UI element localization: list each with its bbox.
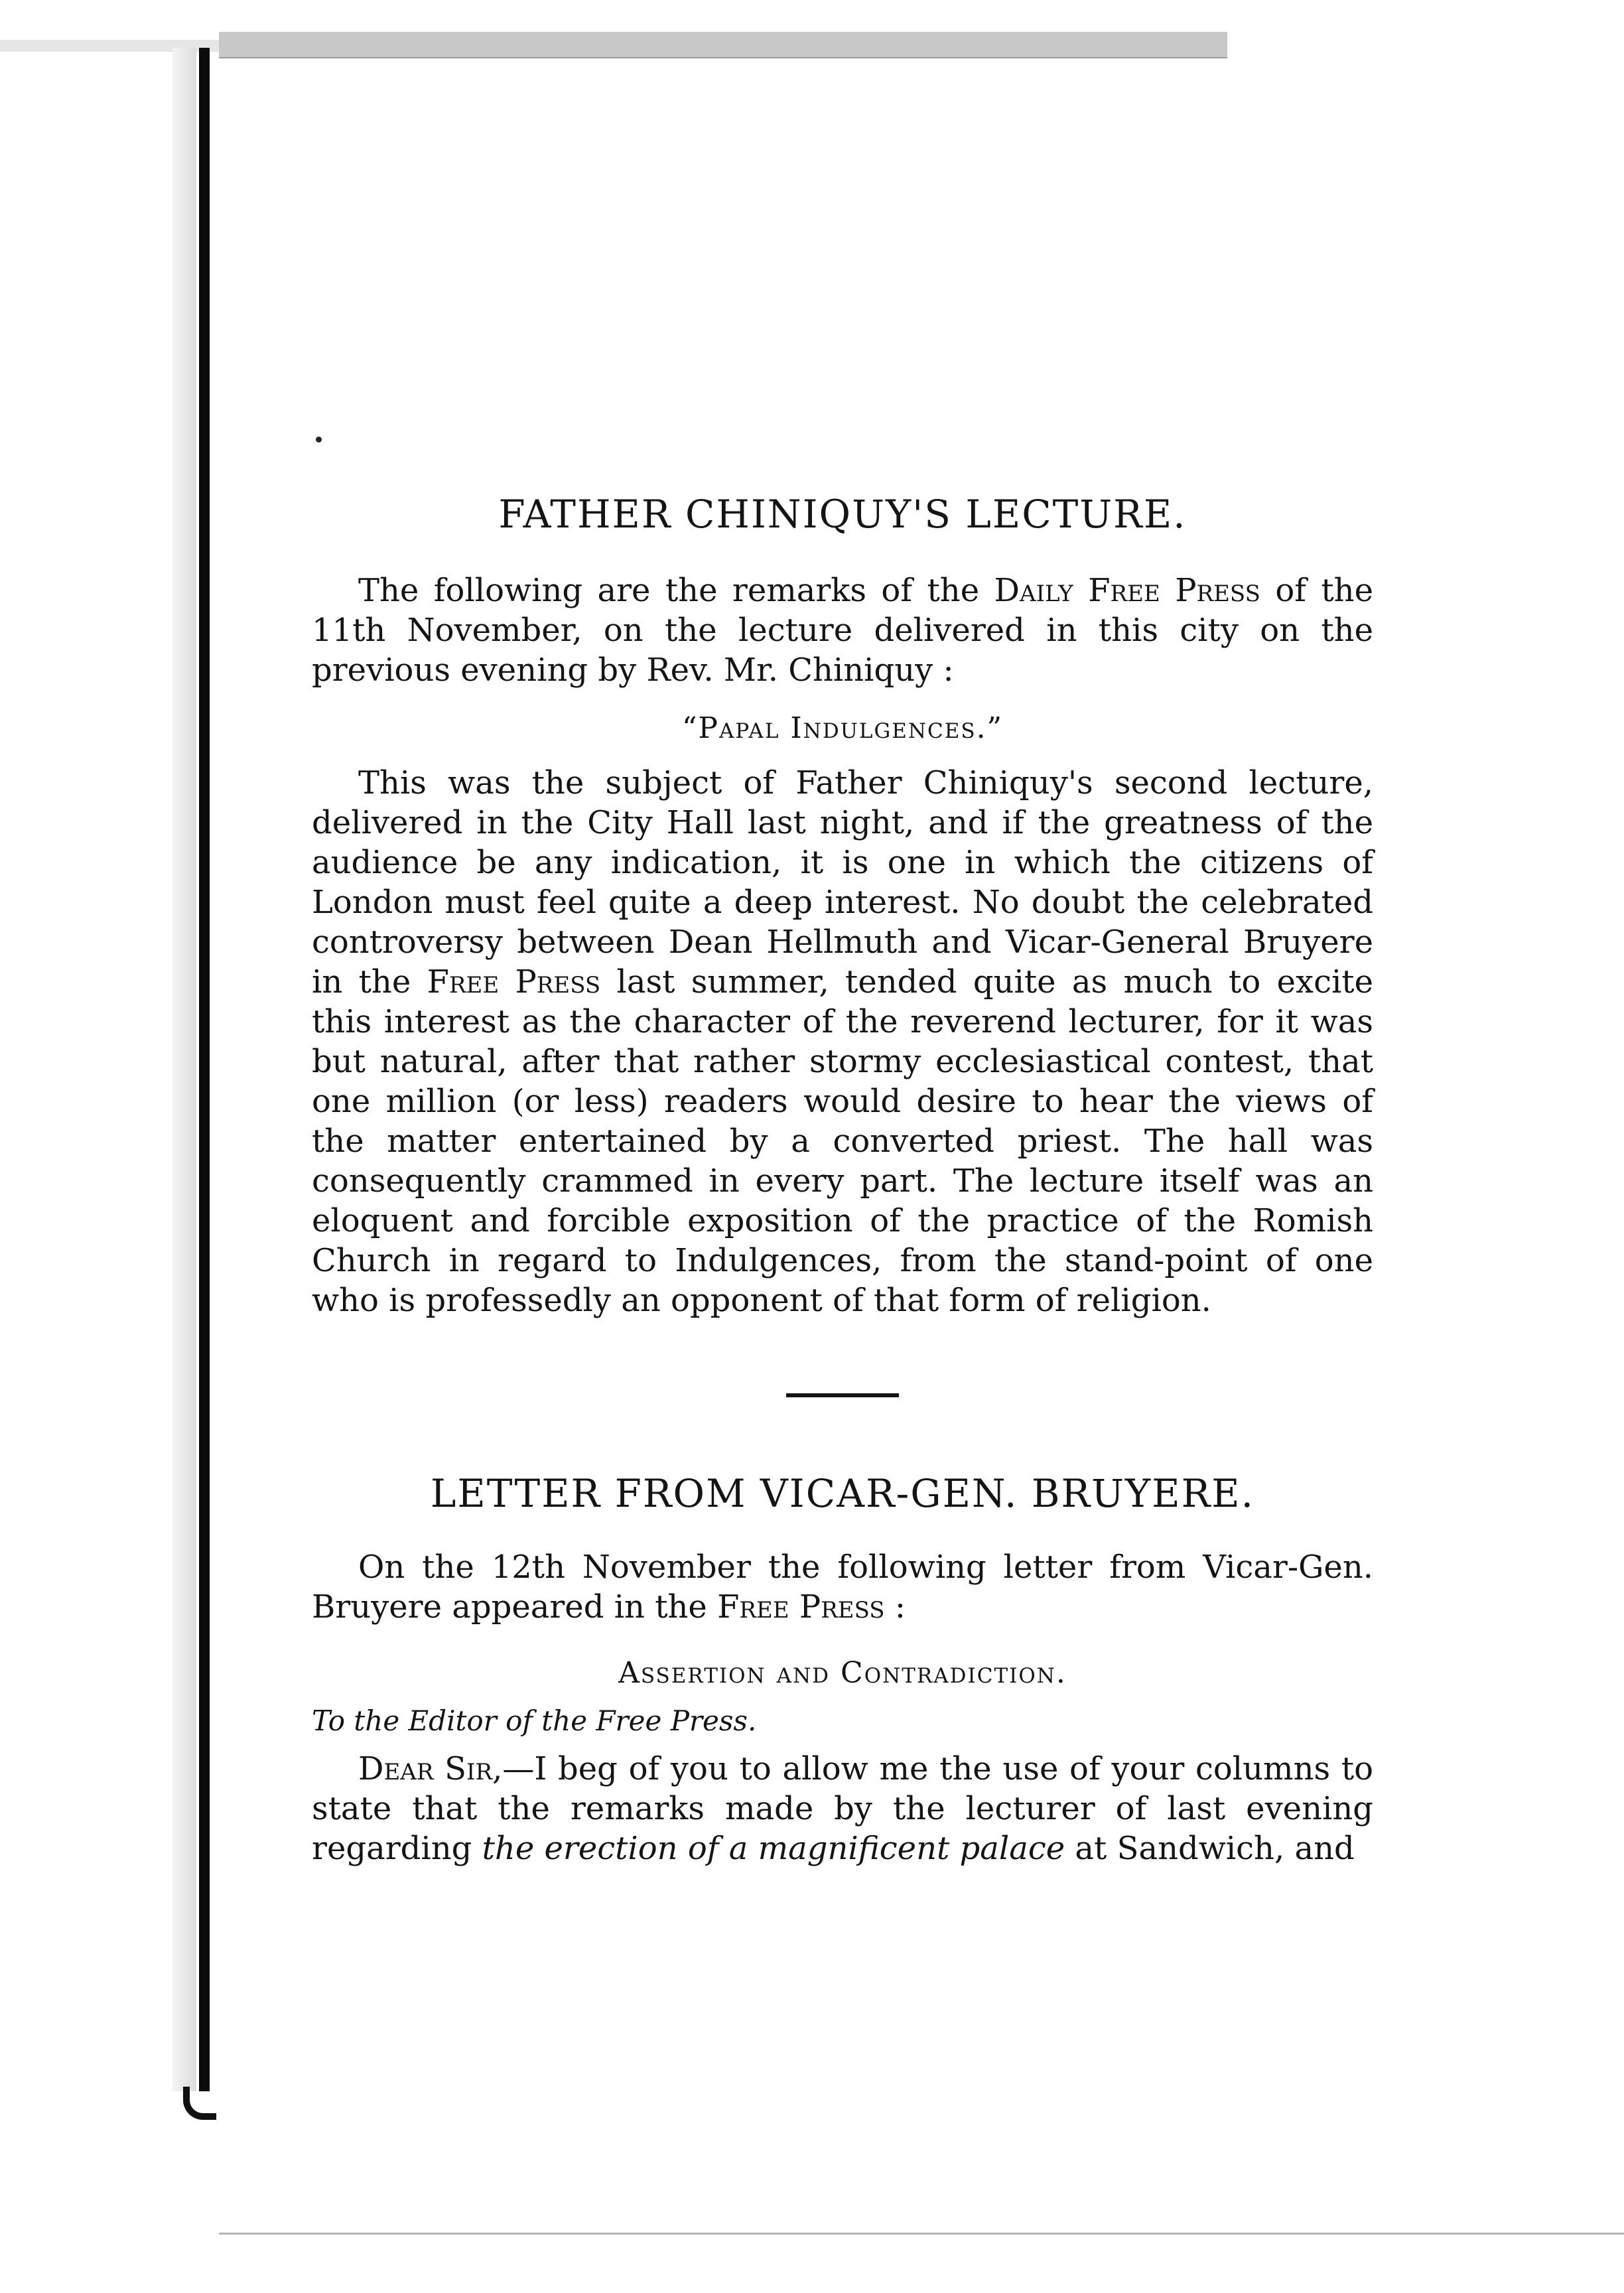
letter-body-text: —I beg of you to allow me the use of your columns to state that the remarks made by the lecturer of last evening regarding <box>312 1750 1374 1867</box>
lecture-body-source: Free Press <box>427 963 601 1001</box>
lecture-intro-text-end: of the 11th November, on the lecture delivered in this city on the previous evening by Rev. Mr. Chiniquy : <box>312 572 1373 689</box>
letter-addressee: To the Editor of the Free Press. <box>312 1704 757 1737</box>
letter-body-emphasis: the erection of a magnificent palace <box>482 1830 1065 1867</box>
binding-shadow <box>172 48 196 2091</box>
letter-subheading: Assertion and Contradiction. <box>618 1656 1067 1690</box>
lecture-body-text-end: last summer, tended quite as much to excite this interest as the character of the reverend lecturer, for it was but natural, after that rather stormy ecclesiastical contest, that one million (or less) readers would desire to hear the views of the matter entertained by a converted priest. The hall was consequently crammed in every part. The lecture itself was an eloquent and forcible exposition of the practice of the Romish Church in regard to Indulgences, from the stand-point of one who is professedly an opponent of that form of religion. <box>312 963 1373 1319</box>
document-content <box>312 491 1373 1868</box>
lecture-intro-text: The following are the remarks of the <box>358 572 980 609</box>
letter-salutation: Dear Sir, <box>358 1750 503 1787</box>
page-top-edge <box>219 32 1227 58</box>
lecture-intro-source: Daily Free Press <box>994 572 1260 609</box>
letter-intro <box>312 1547 1373 1627</box>
letter-section <box>312 1470 1373 1868</box>
letter-intro-source: Free Press <box>717 1588 885 1626</box>
page-bottom-edge <box>219 2233 1624 2235</box>
binding-edge <box>199 48 210 2091</box>
letter-title: LETTER FROM VICAR-GEN. BRUYERE. <box>430 1471 1255 1516</box>
letter-intro-text: On the 12th November the following letter from Vicar-Gen. Bruyere appeared in the <box>312 1549 1373 1626</box>
lecture-title: FATHER CHINIQUY'S LECTURE. <box>498 492 1187 537</box>
letter-body <box>312 1749 1373 1868</box>
letter-intro-text-end: : <box>894 1588 906 1626</box>
ink-fleck <box>316 437 322 443</box>
lecture-intro <box>312 571 1373 690</box>
lecture-body-text: This was the subject of Father Chiniquy's second lecture, delivered in the City Hall last night, and if the greatness of the audience be any indication, it is one in which the citizens of London must feel quite a deep interest. No doubt the celebrated controversy between Dean Hellmuth and Vicar-General Bruyere in the <box>312 764 1373 1001</box>
binding-corner <box>183 2087 216 2120</box>
section-divider <box>786 1393 899 1397</box>
letter-body-text-end: at Sandwich, and <box>1075 1830 1355 1867</box>
lecture-body <box>312 763 1373 1320</box>
lecture-subheading: “Papal Indulgences.” <box>681 711 1004 745</box>
lecture-section <box>312 491 1373 1320</box>
